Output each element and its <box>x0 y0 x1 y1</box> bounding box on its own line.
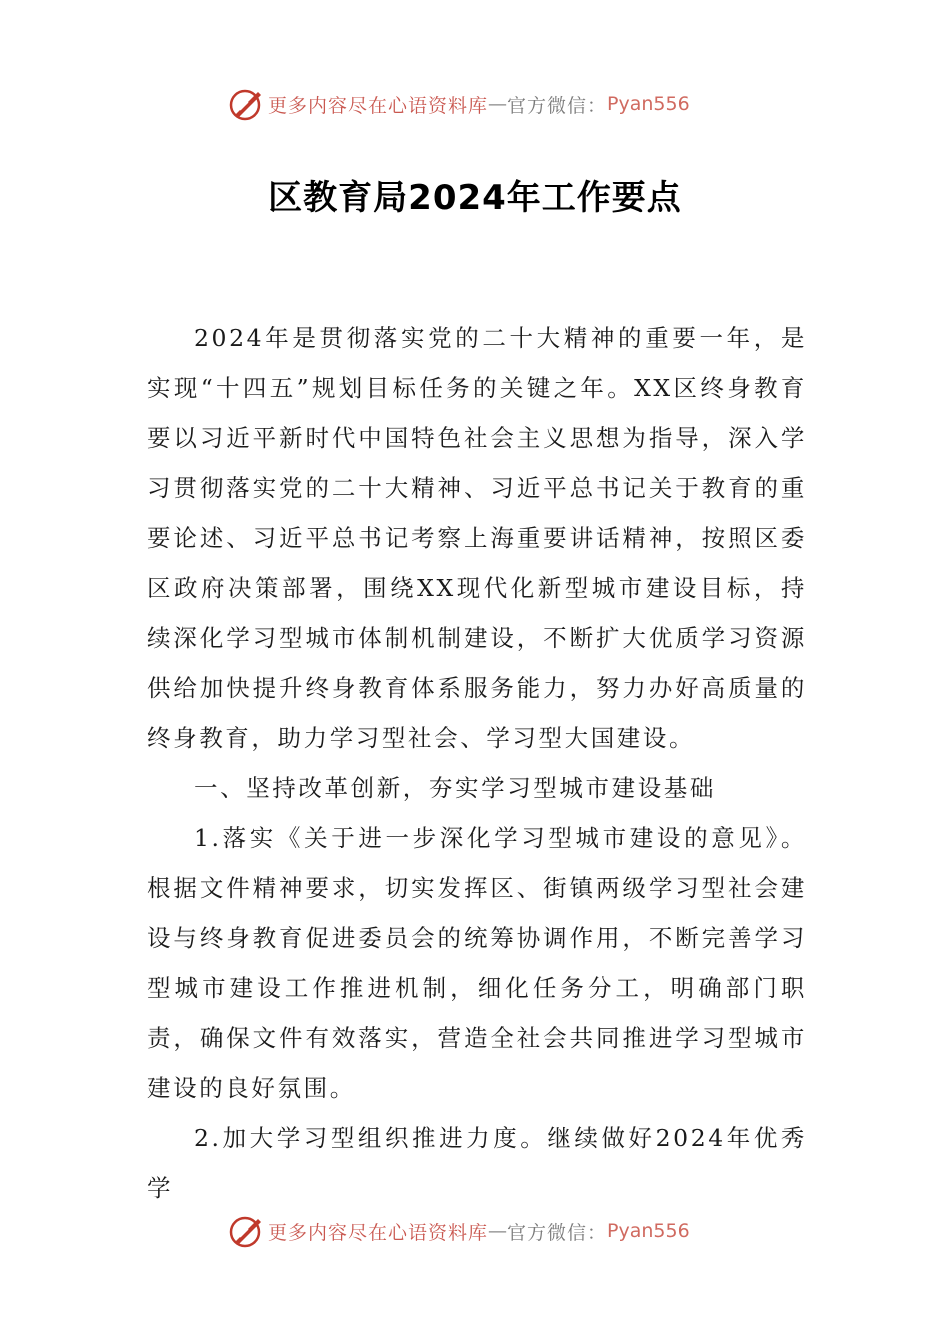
watermark-wechat-id: Pyan556 <box>607 93 690 115</box>
watermark-text: 更多内容尽在心语资料库 <box>268 94 489 117</box>
watermark-wechat-label: 官方微信： <box>507 1221 608 1244</box>
document-body <box>147 313 807 1213</box>
watermark-wechat-label: 官方微信： <box>507 94 608 117</box>
footer-watermark <box>228 1211 690 1251</box>
document-title: 区教育局2024年工作要点 <box>268 178 682 218</box>
paragraph-item-2: 2.加大学习型组织推进力度。继续做好2024年优秀学 <box>147 1124 807 1202</box>
watermark-wechat-id: Pyan556 <box>607 1220 690 1242</box>
paragraph-intro: 2024年是贯彻落实党的二十大精神的重要一年，是实现“十四五”规划目标任务的关键之年。XX区终身教育要以习近平新时代中国特色社会主义思想为指导，深入学习贯彻落实党的二十大精神、习近平总书记关于教育的重要论述、习近平总书记考察上海重要讲话精神，按照区委区政府决策部署，围绕XX现代化新型城市建设目标，持续深化学习型城市体制机制建设，不断扩大优质学习资源供给加快提升终身教育体系服务能力，努力办好高质量的终身教育，助力学习型社会、学习型大国建设。 <box>147 324 807 752</box>
quill-logo-icon <box>228 1213 264 1249</box>
header-watermark <box>228 84 690 124</box>
paragraph-item-1: 1.落实《关于进一步深化学习型城市建设的意见》。根据文件精神要求，切实发挥区、街镇两级学习型社会建设与终身教育促进委员会的统筹协调作用，不断完善学习型城市建设工作推进机制，细化任务分工，明确部门职责，确保文件有效落实，营造全社会共同推进学习型城市建设的良好氛围。 <box>147 824 807 1102</box>
watermark-dash: — <box>488 1220 508 1242</box>
section-heading-1: 一、坚持改革创新，夯实学习型城市建设基础 <box>194 774 716 802</box>
quill-logo-icon <box>228 86 264 122</box>
watermark-dash: — <box>488 93 508 115</box>
watermark-text: 更多内容尽在心语资料库 <box>268 1221 489 1244</box>
